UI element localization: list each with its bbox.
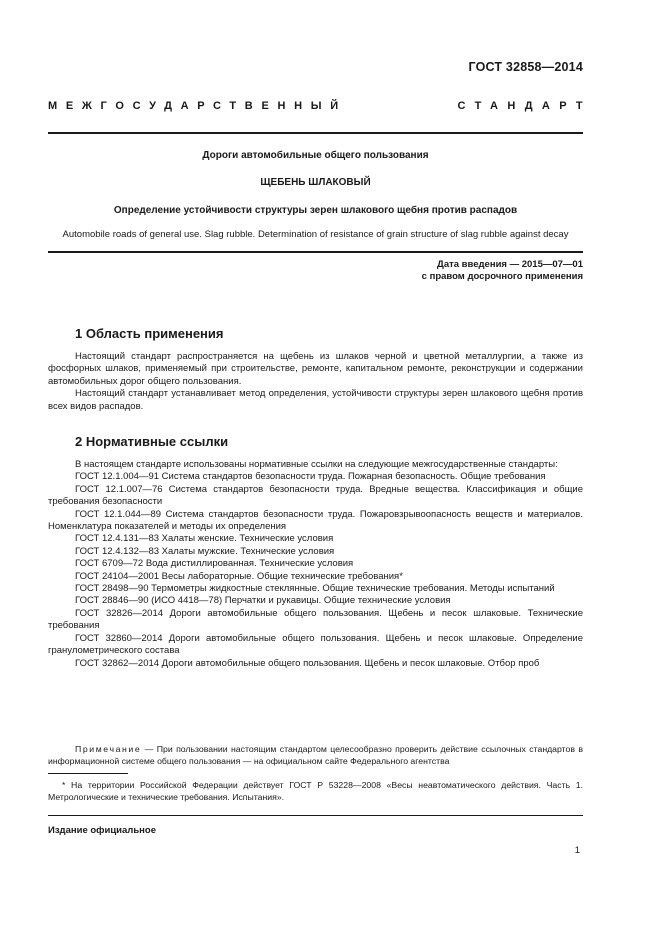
reference-item: ГОСТ 32826—2014 Дороги автомобильные общего пользования. Щебень и песок шлаковые. Технические требования — [48, 607, 583, 632]
title-line-2: ЩЕБЕНЬ ШЛАКОВЫЙ — [260, 177, 371, 188]
introduction-date-line: Дата введения — 2015—07—01 — [437, 259, 583, 270]
title-english: Automobile roads of general use. Slag rubble. Determination of resistance of grain structure of slag rubble against decay — [62, 229, 569, 240]
note-label: Примечание — [75, 744, 142, 754]
reference-item: ГОСТ 24104—2001 Весы лабораторные. Общие технические требования* — [75, 570, 403, 582]
header-divider — [48, 132, 583, 134]
interstate-standard-banner — [48, 100, 592, 112]
standard-number: ГОСТ 32858—2014 — [468, 60, 583, 74]
reference-item: ГОСТ 32862—2014 Дороги автомобильные общего пользования. Щебень и песок шлаковые. Отбор проб — [75, 657, 540, 669]
title-line-3: Определение устойчивости структуры зерен шлакового щебня против распадов — [113, 205, 518, 216]
reference-item: ГОСТ 32860—2014 Дороги автомобильные общего пользования. Щебень и песок шлаковые. Определение гранулометрического состава — [48, 632, 583, 657]
title-divider — [48, 251, 583, 253]
references-note — [48, 744, 583, 768]
section-1-body — [48, 351, 583, 413]
reference-item: ГОСТ 12.1.007—76 Система стандартов безопасности труда. Вредные вещества. Классификация и общие требования безопасности — [48, 483, 583, 508]
introduction-date — [422, 259, 583, 283]
footer-divider — [48, 815, 583, 816]
reference-item: ГОСТ 28498—90 Термометры жидкостные стеклянные. Общие технические требования. Методы испытаний — [75, 583, 555, 595]
reference-item: ГОСТ 12.1.004—91 Система стандартов безопасности труда. Пожарная безопасность. Общие требования — [75, 471, 546, 483]
reference-item: ГОСТ 12.1.044—89 Система стандартов безопасности труда. Пожаровзрывоопасность веществ и материалов. Номенклатура показателей и методы их определения — [48, 508, 583, 533]
references-intro: В настоящем стандарте использованы нормативные ссылки на следующие межгосударственные стандарты: — [75, 459, 558, 470]
note-text: — При пользовании настоящим стандартом целесообразно проверить действие ссылочных стандартов в информационной системе общего пользования — на официальном сайте Федерального агентства — [48, 744, 583, 766]
footnote-divider — [48, 773, 128, 774]
section-2-body — [48, 459, 583, 670]
reference-item: ГОСТ 6709—72 Вода дистиллированная. Технические условия — [75, 558, 354, 570]
standard-word: СТАНДАРТ — [457, 100, 592, 112]
page-number: 1 — [574, 845, 580, 856]
section-1-heading: 1 Область применения — [75, 326, 224, 341]
official-edition-label: Издание официальное — [48, 825, 156, 836]
early-application-line: с правом досрочного применения — [421, 271, 583, 282]
reference-item: ГОСТ 12.4.132—83 Халаты мужские. Технические условия — [75, 545, 335, 557]
scope-paragraph: Настоящий стандарт распространяется на щебень из шлаков черной и цветной металлургии, а также из фосфорных шлаков, применяемый при строительстве, ремонте, капитальном ремонте, реконструкции и содержании автомобильных дорог общего пользования. — [48, 351, 583, 387]
reference-item: ГОСТ 28846—90 (ИСО 4418—78) Перчатки и рукавицы. Общие технические условия — [75, 595, 451, 607]
footnote: * На территории Российской Федерации действует ГОСТ Р 53228—2008 «Весы неавтоматического действия. Часть 1. Метрологические и технические требования. Испытания». — [48, 780, 583, 802]
title-line-1: Дороги автомобильные общего пользования — [202, 150, 429, 161]
interstate-word: МЕЖГОСУДАРСТВЕННЫЙ — [48, 100, 347, 112]
reference-item: ГОСТ 12.4.131—83 Халаты женские. Технические условия — [75, 533, 334, 545]
section-2-heading: 2 Нормативные ссылки — [75, 434, 229, 449]
scope-paragraph: Настоящий стандарт устанавливает метод определения, устойчивости структуры зерен шлакового щебня против всех видов распадов. — [48, 388, 583, 412]
